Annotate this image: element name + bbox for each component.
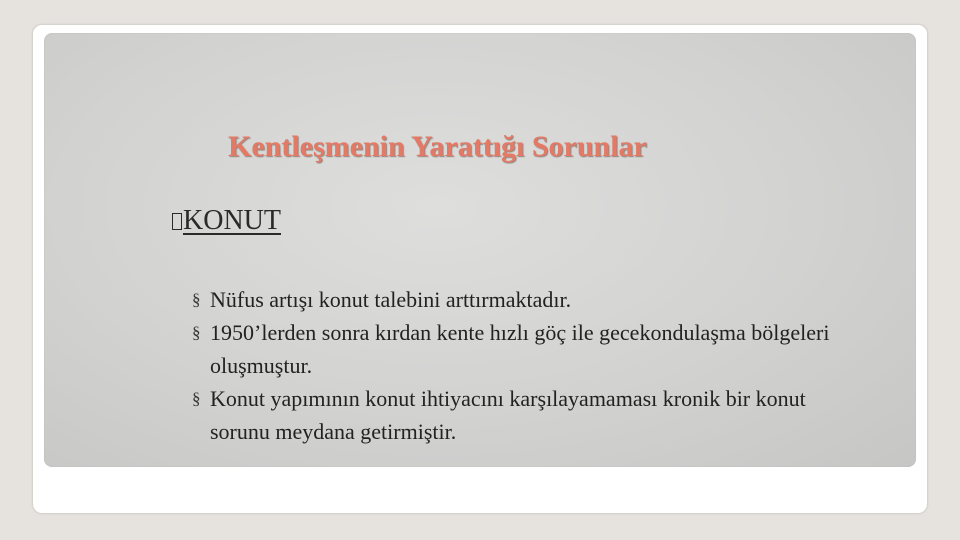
list-item	[192, 283, 832, 316]
slide-title: Kentleşmenin Yarattığı Sorunlar	[228, 130, 647, 163]
section-heading	[172, 205, 281, 237]
bullet-text: 1950’lerden sonra kırdan kente hızlı göç ile gecekondulaşma bölgeleri oluşmuştur.	[210, 320, 830, 378]
bullet-icon: §	[192, 323, 201, 342]
bullet-text: Nüfus artışı konut talebini arttırmaktadır.	[210, 287, 572, 312]
section-label: KONUT	[183, 205, 281, 236]
list-item	[192, 382, 832, 448]
bullet-list	[192, 283, 832, 448]
list-item	[192, 316, 832, 382]
missing-glyph-icon	[172, 213, 182, 230]
bullet-icon: §	[192, 389, 201, 408]
bullet-icon: §	[192, 290, 201, 309]
bullet-text: Konut yapımının konut ihtiyacını karşılayamaması kronik bir konut sorunu meydana getirmiştir.	[210, 386, 806, 444]
